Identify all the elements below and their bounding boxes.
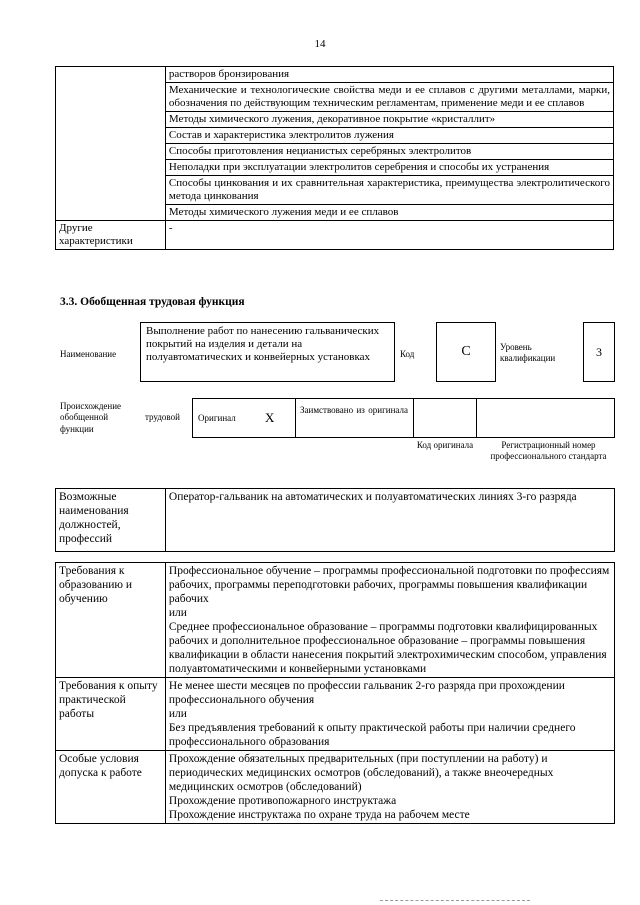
- name-label: Наименование: [60, 349, 117, 359]
- origin-box: [192, 398, 615, 438]
- qualification-level-label: Уровень квалификации: [500, 342, 556, 363]
- positions-table: [55, 488, 615, 552]
- function-name: Выполнение работ по нанесению гальванических покрытий на изделия и детали на полуавтоматических и конвейерных установках: [140, 322, 395, 382]
- code-label: Код: [400, 349, 415, 359]
- qualification-level-value: 3: [583, 322, 615, 382]
- code-value: C: [436, 322, 496, 382]
- section-title: 3.3. Обобщенная трудовая функция: [60, 296, 245, 308]
- table-row: [56, 221, 614, 250]
- origin-label-trud: трудовой: [145, 412, 180, 422]
- original-code-caption: Код оригинала: [416, 440, 474, 450]
- table-row: [56, 67, 614, 83]
- empty-label-cell: [56, 67, 166, 221]
- origin-label-line3: функции: [60, 424, 94, 434]
- list-item: Методы химического лужения, декоративное покрытие «кристаллит»: [165, 112, 613, 128]
- scan-artifact-line: [380, 900, 530, 901]
- list-item: Не менее шести месяцев по профессии гальваник 2-го разряда при прохождении профессионального обучения: [168, 680, 565, 706]
- positions-value: Оператор-гальваник на автоматических и полуавтоматических линиях 3-го разряда: [165, 489, 614, 552]
- list-item: Прохождение обязательных предварительных (при поступлении на работу) и периодических медицинских осмотров (обследований), а также внеочередных медицинских осмотров (обследований): [168, 753, 554, 793]
- list-item: Прохождение инструктажа по охране труда на рабочем месте: [168, 809, 470, 821]
- list-item: Прохождение противопожарного инструктажа: [168, 795, 397, 807]
- divider: [295, 398, 296, 438]
- positions-label: Возможные наименования должностей, профессий: [56, 489, 166, 552]
- list-item: или: [168, 708, 187, 720]
- table-row: [56, 678, 615, 751]
- list-item: Способы приготовления нецианистых серебряных электролитов: [165, 144, 613, 160]
- list-item: Механические и технологические свойства меди и ее сплавов с другими металлами, марки, обозначения по действующим техническим регламентам, применение меди и ее сплавов: [165, 83, 613, 112]
- origin-label-line1: Происхождение обобщенной: [60, 401, 122, 422]
- original-mark: X: [265, 410, 275, 425]
- list-item: Неполадки при эксплуатации электролитов серебрения и способы их устранения: [165, 160, 613, 176]
- knowledge-table: [55, 66, 614, 250]
- list-item: Профессиональное обучение – программы профессиональной подготовки по профессиям рабочих, программы переподготовки рабочих, программы повышения квалификации рабочих: [168, 565, 610, 605]
- list-item: Без предъявления требований к опыту практической работы при наличии среднего профессионального образования: [168, 722, 576, 748]
- list-item: растворов бронзирования: [165, 67, 613, 83]
- table-row: [56, 489, 615, 552]
- list-item: или: [168, 607, 187, 619]
- experience-requirements-label: Требования к опыту практической работы: [56, 678, 166, 751]
- requirements-table: [55, 562, 615, 824]
- other-characteristics-label: Другие характеристики: [56, 221, 166, 250]
- original-label: Оригинал: [198, 413, 236, 423]
- list-item: Способы цинкования и их сравнительная характеристика, преимущества электролитического метода цинкования: [165, 176, 613, 205]
- table-row: [56, 563, 615, 678]
- page-number: 14: [314, 38, 326, 50]
- divider: [476, 398, 477, 438]
- registration-number-caption: Регистрационный номер профессионального стандарта: [490, 440, 607, 461]
- list-item: Состав и характеристика электролитов лужения: [165, 128, 613, 144]
- education-requirements-label: Требования к образованию и обучению: [56, 563, 166, 678]
- special-conditions-label: Особые условия допуска к работе: [56, 751, 166, 824]
- list-item: Среднее профессиональное образование – программы подготовки квалифицированных рабочих и дополнительное профессиональное образование – программы повышения квалификации в области нанесения покрытий электрохимическим способом, управления полуавтоматическими и конвейерными установками: [168, 621, 607, 675]
- borrowed-label: Заимствовано из оригинала: [300, 405, 408, 415]
- list-item: Методы химического лужения меди и ее сплавов: [165, 205, 613, 221]
- other-characteristics-value: -: [165, 221, 613, 250]
- divider: [413, 398, 414, 438]
- table-row: [56, 751, 615, 824]
